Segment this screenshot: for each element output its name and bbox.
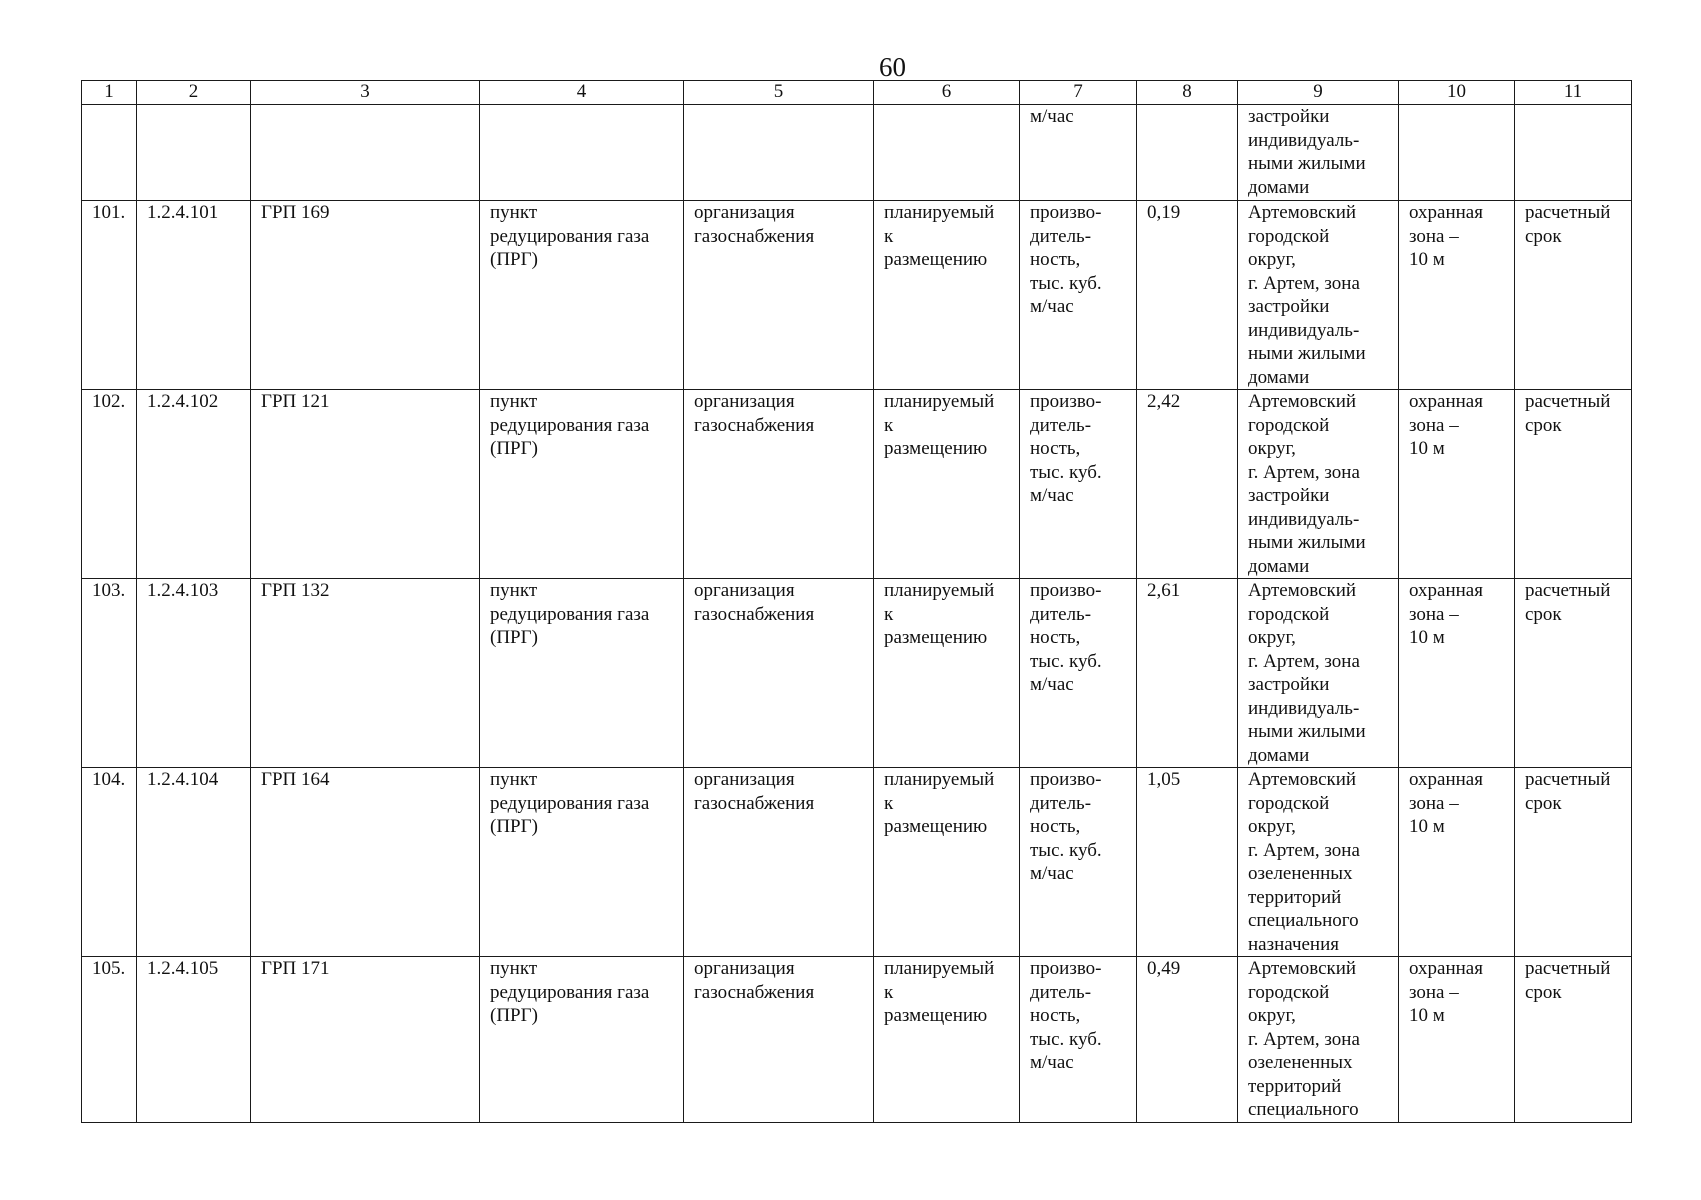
value-cell: 0,19 (1137, 201, 1238, 390)
zone-cell: охранная зона – 10 м (1399, 768, 1515, 957)
zone-cell: охранная зона – 10 м (1399, 957, 1515, 1123)
row-number-cell: 103. (82, 579, 137, 768)
header-cell: 3 (251, 81, 480, 105)
continuation-row (82, 105, 1632, 201)
term-cell: расчетный срок (1515, 201, 1632, 390)
header-cell: 10 (1399, 81, 1515, 105)
header-cell: 6 (874, 81, 1020, 105)
param-cell: произво- дитель- ность, тыс. куб. м/час (1020, 579, 1137, 768)
header-cell: 1 (82, 81, 137, 105)
unit-cell: м/час (1020, 105, 1137, 201)
type-cell: пункт редуцирования газа (ПРГ) (480, 201, 684, 390)
param-cell: произво- дитель- ность, тыс. куб. м/час (1020, 201, 1137, 390)
location-cell: Артемовский городской округ, г. Артем, зона озелененных территорий специального (1238, 957, 1399, 1123)
location-cell: Артемовский городской округ, г. Артем, зона озелененных территорий специального назначения (1238, 768, 1399, 957)
header-cell: 7 (1020, 81, 1137, 105)
zone-cell: охранная зона – 10 м (1399, 390, 1515, 579)
row-number-cell: 105. (82, 957, 137, 1123)
table-row (82, 768, 1632, 957)
table-cell (874, 105, 1020, 201)
org-cell: организация газоснабжения (684, 201, 874, 390)
status-cell: планируемый к размещению (874, 201, 1020, 390)
header-cell: 5 (684, 81, 874, 105)
table-row (82, 579, 1632, 768)
status-cell: планируемый к размещению (874, 390, 1020, 579)
table-cell (137, 105, 251, 201)
status-cell: планируемый к размещению (874, 579, 1020, 768)
org-cell: организация газоснабжения (684, 768, 874, 957)
objects-table (81, 80, 1632, 1123)
table-cell (1137, 105, 1238, 201)
value-cell: 1,05 (1137, 768, 1238, 957)
header-cell: 4 (480, 81, 684, 105)
type-cell: пункт редуцирования газа (ПРГ) (480, 957, 684, 1123)
header-cell: 9 (1238, 81, 1399, 105)
name-cell: ГРП 164 (251, 768, 480, 957)
code-cell: 1.2.4.104 (137, 768, 251, 957)
code-cell: 1.2.4.103 (137, 579, 251, 768)
name-cell: ГРП 171 (251, 957, 480, 1123)
status-cell: планируемый к размещению (874, 957, 1020, 1123)
name-cell: ГРП 132 (251, 579, 480, 768)
location-cell: застройки индивидуаль- ными жилыми домами (1238, 105, 1399, 201)
table-row (82, 201, 1632, 390)
header-row (82, 81, 1632, 105)
row-number-cell: 104. (82, 768, 137, 957)
term-cell: расчетный срок (1515, 390, 1632, 579)
org-cell: организация газоснабжения (684, 390, 874, 579)
table-row (82, 390, 1632, 579)
header-cell: 11 (1515, 81, 1632, 105)
code-cell: 1.2.4.105 (137, 957, 251, 1123)
zone-cell: охранная зона – 10 м (1399, 579, 1515, 768)
row-number-cell: 102. (82, 390, 137, 579)
table-cell (82, 105, 137, 201)
value-cell: 0,49 (1137, 957, 1238, 1123)
location-cell: Артемовский городской округ, г. Артем, зона застройки индивидуаль- ными жилыми домами (1238, 579, 1399, 768)
code-cell: 1.2.4.102 (137, 390, 251, 579)
name-cell: ГРП 169 (251, 201, 480, 390)
param-cell: произво- дитель- ность, тыс. куб. м/час (1020, 768, 1137, 957)
term-cell: расчетный срок (1515, 957, 1632, 1123)
location-cell: Артемовский городской округ, г. Артем, зона застройки индивидуаль- ными жилыми домами (1238, 390, 1399, 579)
org-cell: организация газоснабжения (684, 957, 874, 1123)
table-cell (684, 105, 874, 201)
type-cell: пункт редуцирования газа (ПРГ) (480, 579, 684, 768)
table-row (82, 957, 1632, 1123)
zone-cell: охранная зона – 10 м (1399, 201, 1515, 390)
table-cell (1399, 105, 1515, 201)
param-cell: произво- дитель- ность, тыс. куб. м/час (1020, 957, 1137, 1123)
term-cell: расчетный срок (1515, 579, 1632, 768)
row-number-cell: 101. (82, 201, 137, 390)
type-cell: пункт редуцирования газа (ПРГ) (480, 768, 684, 957)
table-cell (1515, 105, 1632, 201)
header-cell: 8 (1137, 81, 1238, 105)
name-cell: ГРП 121 (251, 390, 480, 579)
table-cell (251, 105, 480, 201)
table-cell (480, 105, 684, 201)
location-cell: Артемовский городской округ, г. Артем, зона застройки индивидуаль- ными жилыми домами (1238, 201, 1399, 390)
term-cell: расчетный срок (1515, 768, 1632, 957)
header-cell: 2 (137, 81, 251, 105)
type-cell: пункт редуцирования газа (ПРГ) (480, 390, 684, 579)
param-cell: произво- дитель- ность, тыс. куб. м/час (1020, 390, 1137, 579)
status-cell: планируемый к размещению (874, 768, 1020, 957)
value-cell: 2,42 (1137, 390, 1238, 579)
value-cell: 2,61 (1137, 579, 1238, 768)
org-cell: организация газоснабжения (684, 579, 874, 768)
page-number: 60 (879, 52, 906, 82)
code-cell: 1.2.4.101 (137, 201, 251, 390)
